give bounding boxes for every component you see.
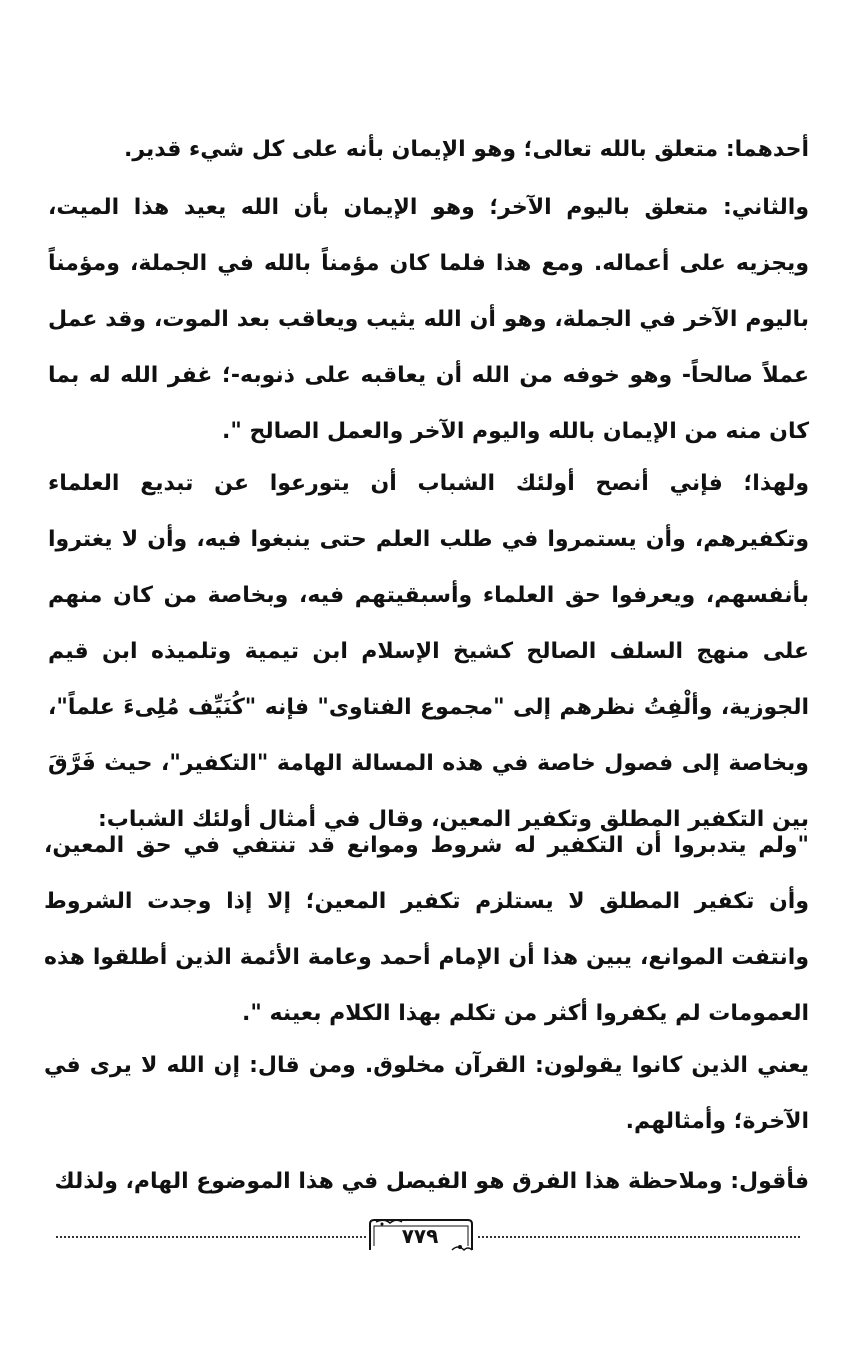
paragraph-5: يعني الذين كانوا يقولون: القرآن مخلوق. ومن قال: إن الله لا يرى في الآخرة؛ وأمثالهم. bbox=[44, 1053, 809, 1134]
page-number-frame bbox=[366, 1216, 476, 1256]
footer-rule-right bbox=[478, 1236, 800, 1238]
footer-rule-left bbox=[56, 1236, 366, 1238]
paragraph-3: ولهذا؛ فإني أنصح أولئك الشباب أن يتورعوا عن تبديع العلماء وتكفيرهم، وأن يستمروا في طلب العلم حتى ينبغوا فيه، وأن لا يغتروا بأنفسهم، ويعرفوا حق العلماء وأسبقيتهم فيه، وبخاصة من كان منهم على منهج السلف الصالح كشيخ الإسلام ابن تيمية وتلميذه ابن قيم الجوزية، وألْفِتُ نظرهم إلى "مجموع الفتاوى" فإنه "كُنَيِّف مُلِىءَ علماً"، وبخاصة إلى فصول خاصة في هذه المسالة الهامة "التكفير"، حيث فَرَّقَ بين التكفير المطلق وتكفير المعين، وقال في أمثال أولئك الشباب: bbox=[48, 471, 809, 832]
page-number: ٧٧٩ bbox=[401, 1224, 439, 1248]
paragraph-6: فأقول: وملاحظة هذا الفرق هو الفيصل في هذا الموضوع الهام، ولذلك bbox=[54, 1169, 809, 1194]
paragraph-1: أحدهما: متعلق بالله تعالى؛ وهو الإيمان بأنه على كل شيء قدير. bbox=[123, 137, 809, 162]
quote-paragraph: "ولم يتدبروا أن التكفير له شروط وموانع قد تنتفي في حق المعين، وأن تكفير المطلق لا يستلزم تكفير المعين؛ إلا إذا وجدت الشروط وانتفت الموانع، يبين هذا أن الإمام أحمد وعامة الأئمة الذين أطلقوا هذه العمومات لم يكفروا أكثر من تكلم بهذا الكلام بعينه ". bbox=[44, 833, 809, 1026]
paragraph-2: والثاني: متعلق باليوم الآخر؛ وهو الإيمان بأن الله يعيد هذا الميت، ويجزيه على أعماله. ومع هذا فلما كان مؤمناً بالله في الجملة، ومؤمناً باليوم الآخر في الجملة، وهو أن الله يثيب ويعاقب بعد الموت، وقد عمل عملاً صالحاً- وهو خوفه من الله أن يعاقبه على ذنوبه-؛ غفر الله له بما كان منه من الإيمان بالله واليوم الآخر والعمل الصالح ". bbox=[48, 195, 809, 444]
